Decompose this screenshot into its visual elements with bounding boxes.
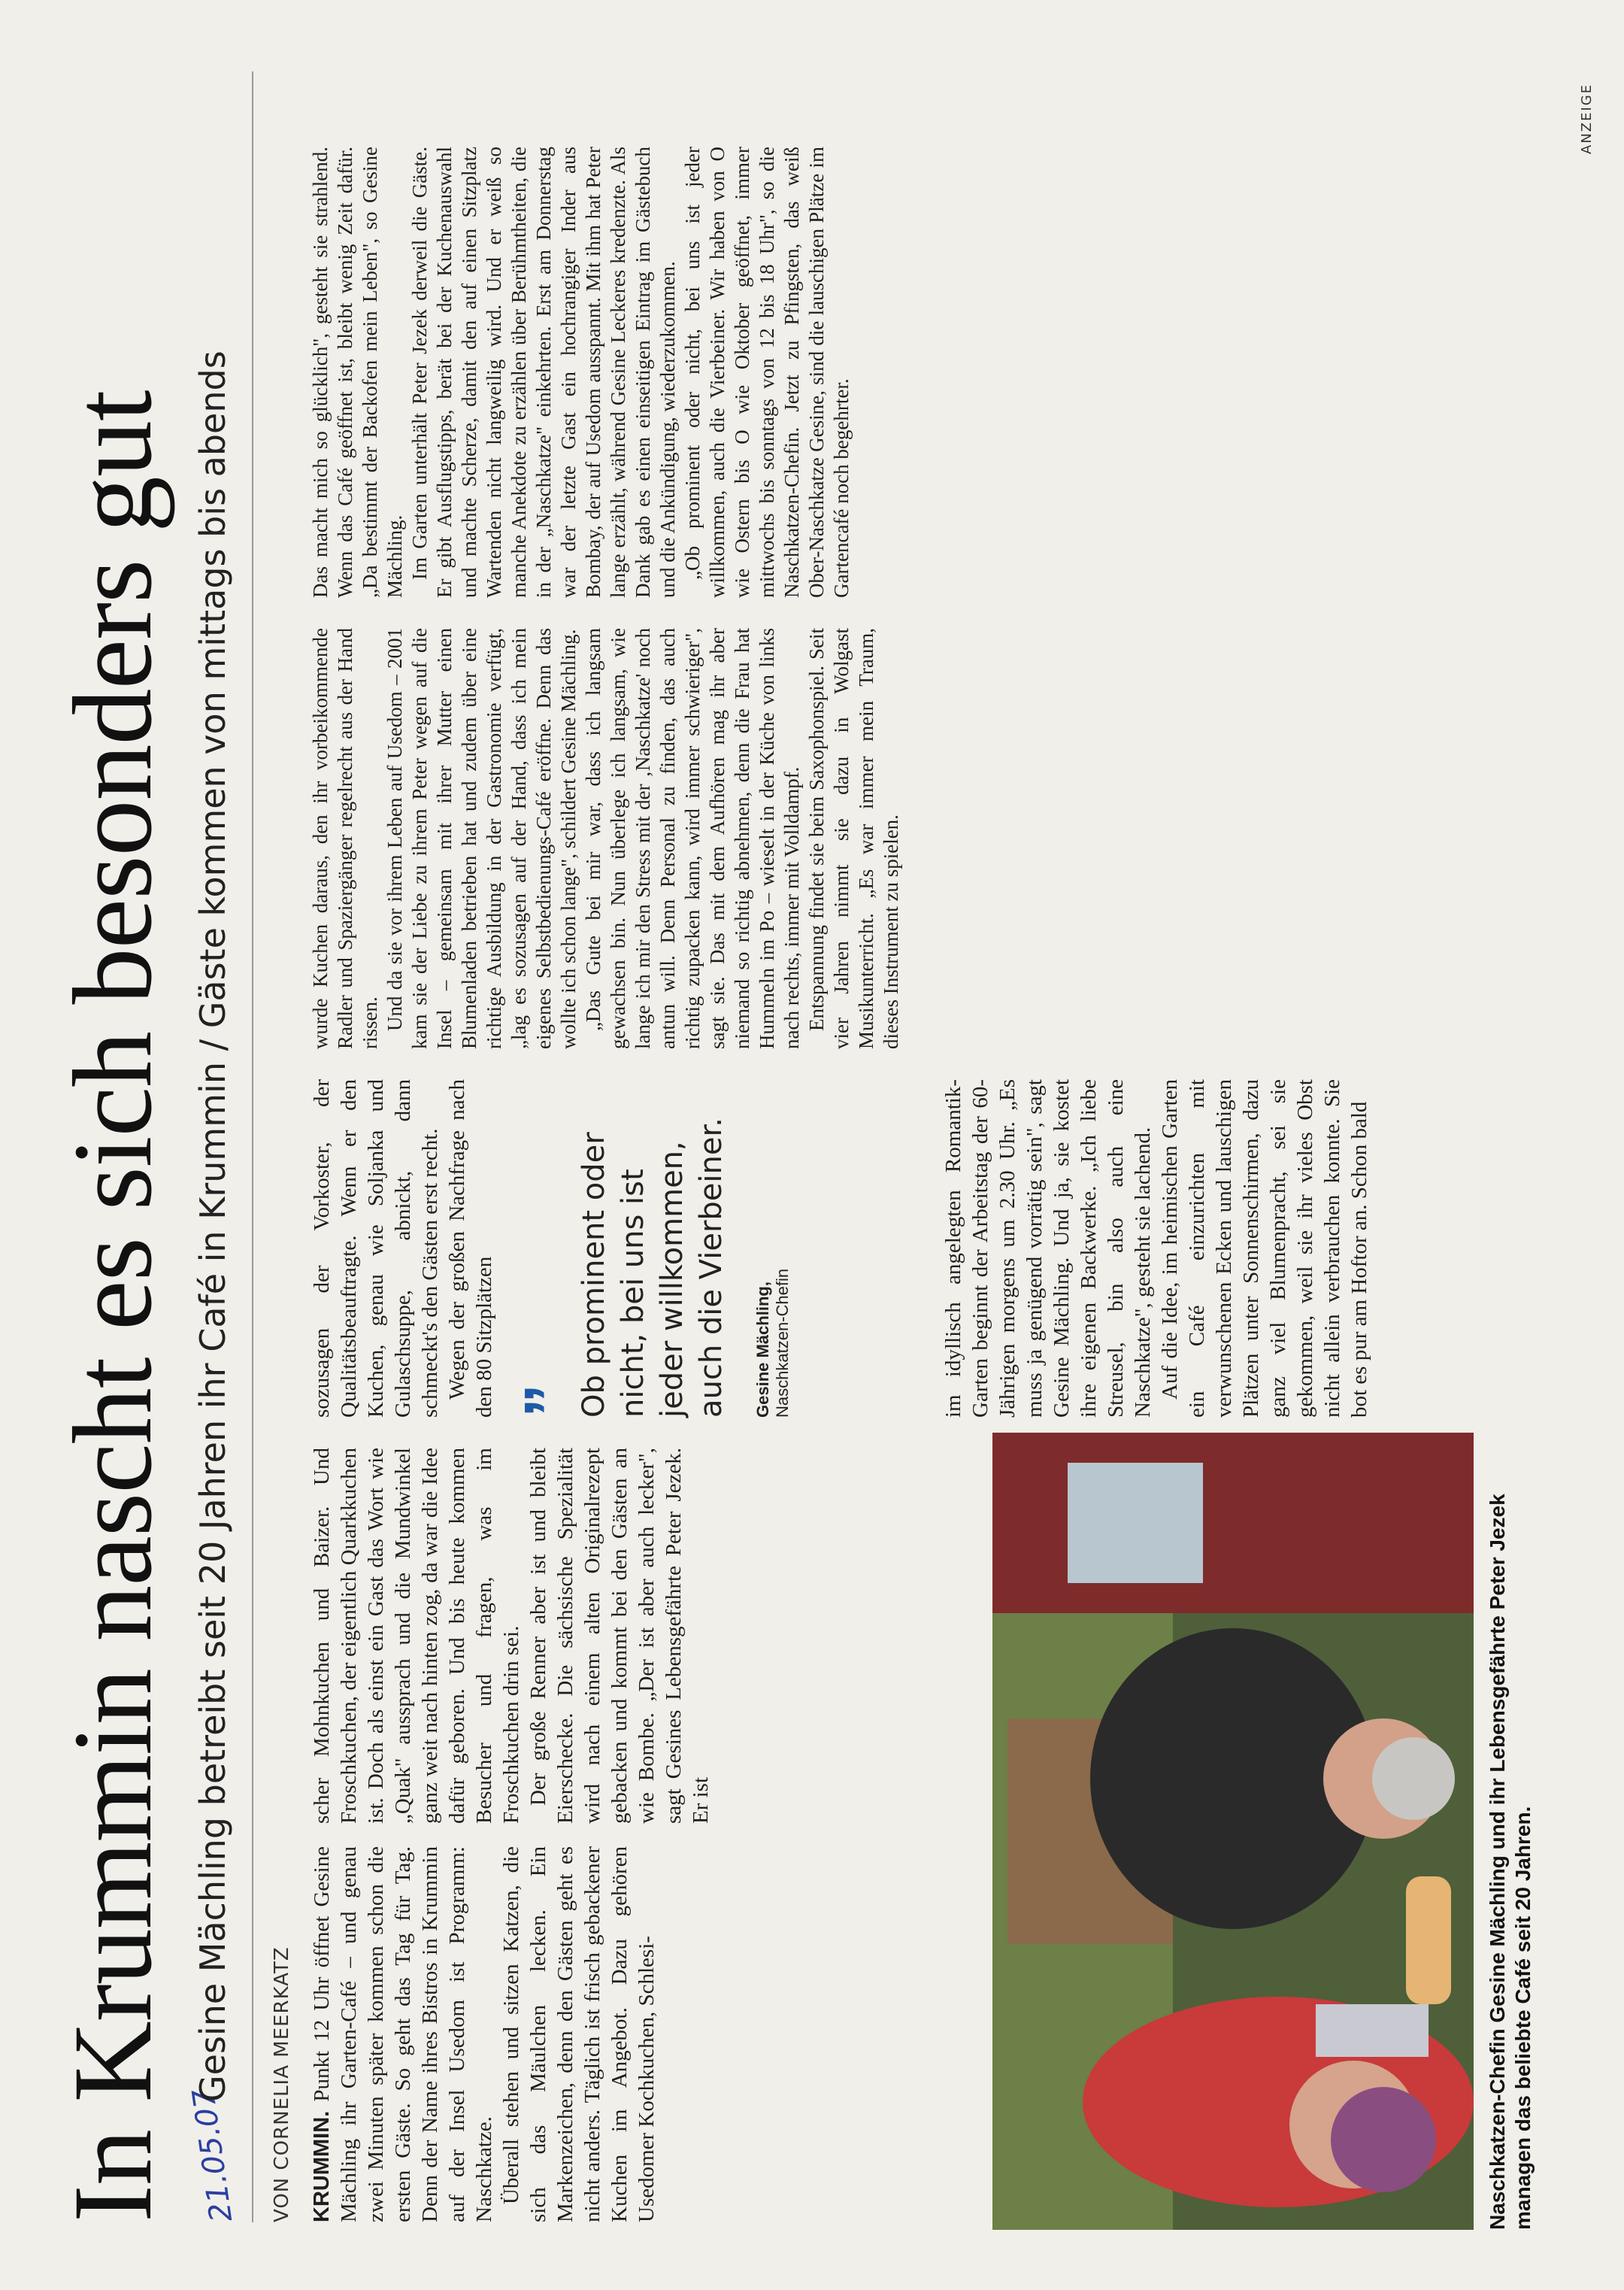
article-column-4 (308, 628, 904, 1049)
author-byline: VON CORNELIA MEERKATZ (271, 1946, 293, 2222)
column-4-paragraph-4: Entspannung findet sie beim Saxophonspiel. Seit vier Jahren nimmt sie dazu in Wolgast Musikunterricht. „Es war immer mein Traum, dieses Instrument zu spielen. (805, 628, 902, 1049)
ad-label: ANZEIGE (1579, 83, 1595, 154)
column-3-paragraph-2: Wegen der großen Nachfrage nach den 80 Sitzplätzen (445, 1079, 496, 1418)
column-1-paragraph-2: Überall stehen und sitzen Katzen, die sich das Mäulchen lecken. Ein Markenzeichen, denn den Gästen geht es nicht anders. Täglich ist frisch gebackener Kuchen im Angebot. Dazu gehören Usedomer Kochkuchen, Schlesi- (499, 1846, 659, 2222)
column-4-paragraph-3: „Das Gute bei mir war, dass ich langsam gewachsen bin. Nun überlege ich langsam, wie lange ich mir den Stress mit der ‚Naschkatze' noch antun will. Denn Personal zu finden, das auch richtig zupacken kann, wird immer schwieriger", sagt sie. Das mit dem Aufhören mag ihr aber niemand so richtig abnehmen, denn die Frau hat Hummeln im Po – wieselt in der Küche von links nach rechts, immer mit Volldampf. (582, 628, 803, 1049)
article-column-3 (308, 1079, 498, 1418)
column-5-paragraph-1: Das macht mich so glücklich", gesteht sie strahlend. Wenn das Café geöffnet ist, bleibt wenig Zeit dafür. „Da bestimmt der Backofen mein Leben", so Gesine Mächling. (309, 147, 406, 598)
photo-caption: Naschkatzen-Chefin Gesine Mächling und ihr Lebensgefährte Peter Jezek managen das beliebte Café seit 20 Jahren. (1486, 1494, 1535, 2230)
pull-quote (511, 1102, 792, 1418)
column-3b-paragraph-1: im idyllisch angelegten Romantik-Garten beginnt der Arbeitstag der 60-Jährigen morgens um 2.30 Uhr. „Es muss ja genügend vorrätig sein", sagt Gesine Mächling. Und ja, sie kostet ihre eigenen Backwerke. „Ich liebe Streusel, bin also auch eine Naschkatze", gesteht sie lachend. (941, 1079, 1155, 1418)
article-column-3b (940, 1079, 1373, 1418)
quote-mark-icon: ” (511, 1384, 586, 1418)
column-1-paragraph-1: Punkt 12 Uhr öffnet Gesine Mächling ihr Garten-Café – und genau zwei Minuten später kommen schon die ersten Gäste. So geht das Tag für Tag. Denn der Name ihres Bistros in Krummin auf der Insel Usedom ist Programm: Naschkatze. (310, 1846, 496, 2222)
article-photo (992, 1433, 1474, 2230)
article-column-2 (308, 1448, 714, 1824)
pull-quote-text: Ob prominent oder nicht, bei uns ist jeder willkommen, auch die Vierbeiner. (577, 1118, 729, 1418)
column-3b-paragraph-2: Auf die Idee, im heimischen Garten ein Café einzurichten mit verwunschenen Ecken und lauschigen Plätzen unter Sonnenschirmen, dazu ganz viel Blumenpracht, sei sie gekommen, weil sie ihr vieles Obst nicht allein verbrauchen konnte. Sie bot es pur am Hoftor an. Schon bald (1158, 1079, 1371, 1418)
column-4-paragraph-2: Und da sie vor ihrem Leben auf Usedom – 2001 kam sie der Liebe zu ihrem Peter wegen auf die Insel – gemeinsam mit ihrer Mutter einen Blumenladen betrieben hat und zudem über eine richtige Ausbildung in der Gastronomie verfügt, „lag es sozusagen auf der Hand, dass ich mein eigenes Selbstbedienungs-Café eröffne. Denn das wollte ich schon lange", schildert Gesine Mächling. (383, 628, 580, 1049)
handwritten-date: 21.05.07 (186, 2086, 240, 2225)
dateline: KRUMMIN. (310, 2110, 334, 2222)
headline: In Krummin nascht es sich besonders gut (50, 390, 175, 2222)
column-5-paragraph-3: „Ob prominent oder nicht, bei uns ist jeder willkommen, auch die Vierbeiner. Wir haben von O wie Ostern bis O wie Oktober geöffnet, immer mittwochs bis sonntags von 12 bis 18 Uhr", so die Naschkatzen-Chefin. Jetzt zu Pfingsten, das weiß Ober-Naschkatze Gesine, sind die lauschigen Plätze im Gartencafé noch begehrter. (681, 147, 853, 598)
article-column-1 (308, 1846, 660, 2222)
pull-quote-name: Gesine Mächling, (753, 1281, 772, 1418)
subheadline: Gesine Mächling betreibt seit 20 Jahren ihr Café in Krummin / Gäste kommen von mittags bis abends (192, 350, 233, 2102)
divider (252, 71, 253, 2222)
column-2-paragraph-1: scher Mohnkuchen und Baizer. Und Froschkuchen, der eigentlich Quarkkuchen ist. Doch als einst ein Gast das Wort wie „Quak" aussprach und die Mundwinkel ganz weit nach hinten zog, da war die Idee dafür geboren. Und bis heute kommen Besucher und fragen, was im Froschkuchen drin sei. (310, 1448, 523, 1824)
column-4-paragraph-1: wurde Kuchen daraus, den ihr vorbeikommende Radler und Spaziergänger regelrecht aus der Hand rissen. (309, 628, 381, 1049)
column-3-paragraph-1: sozusagen der Vorkoster, der Qualitätsbeauftragte. Wenn er den Kuchen, genau wie Soljanka und Gulaschsuppe, abnickt, dann schmeckt's den Gästen erst recht. (310, 1079, 442, 1418)
column-2-paragraph-2: Der große Renner aber ist und bleibt Eierschecke. Die sächsische Spezialität wird nach einem alten Originalrezept gebacken und kommt bei den Gästen an wie Bombe. „Der ist aber auch lecker", sagt Gesines Lebensgefährte Peter Jezek. Er ist (526, 1448, 713, 1824)
column-5-paragraph-2: Im Garten unterhält Peter Jezek derweil die Gäste. Er gibt Ausflugstipps, berät bei der Kuchenauswahl und machte Scherze, damit den auf einen Sitzplatz Wartenden nicht langweilig wird. Und er weiß so manche Anekdote zu erzählen über Berühmtheiten, die in der „Naschkatze" einkehrten. Erst am Donnerstag war der letzte Gast ein hochrangiger Inder aus Bombay, der auf Usedom ausspannt. Mit ihm hat Peter lange erzählt, während Gesine Leckeres kredenzte. Als Dank gab es einen einseitigen Eintrag im Gästebuch und die Ankündigung, wiederzukommen. (408, 147, 679, 598)
photo-illustration (992, 1433, 1474, 2230)
article-column-5 (308, 147, 854, 598)
pull-quote-role: Naschkatzen-Chefin (773, 1268, 792, 1418)
